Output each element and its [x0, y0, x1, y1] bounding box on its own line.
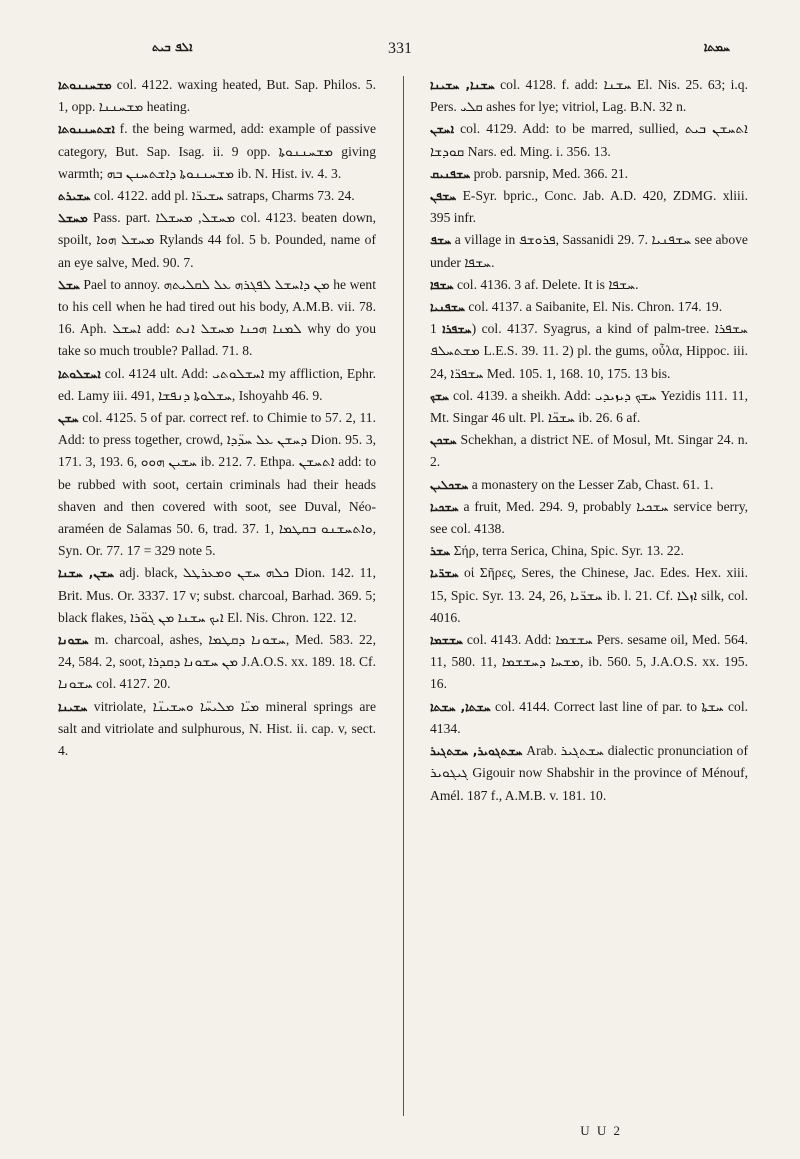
entry-text: Arab. ܚܫܬܓܝܪ dialectic pronunciation of ܓܝܓܘܝܪ Gigouir now Shabshir in the province of Ménouf, Amél. 187 f., A.M.B. v. 181. 10. — [430, 743, 748, 803]
entry-headword: ܚܫܦܪܐ — [442, 322, 472, 337]
entry-headword: ܐܚܫܠܘܬܐ — [58, 366, 101, 381]
dictionary-entry — [430, 185, 748, 229]
entry-headword: ܚܫܦܢܝܐ — [430, 300, 465, 315]
entry-headword: ܚܫܦܢܝܩ — [430, 166, 471, 181]
entry-headword: ܚܫܬܐ, ܚܫܬܐ — [430, 699, 491, 714]
dictionary-entry — [58, 562, 376, 629]
right-column — [430, 74, 748, 807]
entry-headword: ܚܫܦ — [430, 233, 452, 248]
dictionary-entry — [58, 118, 376, 185]
entry-text: E-Syr. bpric., Conc. Jab. A.D. 420, ZDMG. xliii. 395 infr. — [430, 188, 748, 226]
entry-text: col. 4136. 3 af. Delete. It is ܚܫܦܐ. — [453, 276, 639, 292]
dictionary-entry — [430, 474, 748, 496]
entry-headword: ܐܫܬܚܢܢܘܬܐ — [58, 122, 115, 137]
entry-text: a monastery on the Lesser Zab, Chast. 61. 1. — [468, 476, 714, 492]
entry-headword: ܚܫܘܢܐ — [58, 633, 89, 648]
dictionary-entry — [430, 496, 748, 540]
entry-text: Pael to annoy. ܡܢ ܕܐܚܫܠ ܠܦܓܪܗ ܥܠ ܠܩܠܝܬܗ he went to his cell when he had tired out his body, A.M.B. vii. 78. 16. Aph. ܐܚܫܠ add: ܠܡܢܐ ܗܟܢܐ ܡܚܫܠ ܐܢܬ why do you take so much trouble? Pallad. 71. 8. — [58, 276, 377, 359]
entry-headword: ܚܫܫܡܐ — [430, 633, 464, 648]
entry-text: col. 4144. Correct last line of par. to ܚܫܬܐ col. 4134. — [430, 698, 748, 736]
entry-text: col. 4124 ult. Add: ܐܚܫܠܘܬܝ my affliction, Ephr. ed. Lamy iii. 491, ܚܫܠܘܬܐ ܕܢܦܫܐ, Ishoyahb 46. 9. — [58, 365, 376, 403]
dictionary-entry — [58, 407, 376, 562]
signature-mark: U U 2 — [580, 1123, 622, 1138]
entry-headword: ܚܫܟܝܐ — [430, 499, 459, 514]
entry-text: col. 4137. a Saibanite, El. Nis. Chron. 174. 19. — [464, 299, 723, 315]
dictionary-entry — [58, 629, 376, 696]
entry-text: 1) col. 4137. Syagrus, a kind of palm-tree. ܚܫܦܪܐ ܡܫܬܚܠܦ L.E.S. 39. 11. 2) pl. the gums, οὖλα, Hippoc. iii. 24, ܚܫܦܪ̈ܐ Med. 105. 1, 168. 10, 175. 13 bis. — [430, 321, 748, 381]
dictionary-entry — [58, 274, 376, 363]
running-head-right: ܚܡܬܐ — [703, 40, 730, 54]
entry-headword: ܚܫܟܢ — [430, 433, 457, 448]
entry-text: prob. parsnip, Med. 366. 21. — [470, 165, 629, 181]
entry-text: vitriolate, ܡܝ̈ܐ ܡܠܝܚ̈ܐ ܘܚܫܝܢ̈ܐ mineral springs are salt and vitriolate and sulphurous, N. Hist. ii. cap. v, sect. 4. — [58, 698, 376, 759]
entry-text: m. charcoal, ashes, ܚܫܘܢܐ ܕܩܛܡܐ, Med. 583. 22, 24, 584. 2, soot, ܡܢ ܚܫܘܢܐ ܕܩܕܪܐ J.A.O.S. xx. 189. 18. Cf. ܚܫܘܢܐ col. 4127. 20. — [58, 632, 376, 692]
entry-headword: ܐܚܫܢ — [430, 122, 455, 137]
dictionary-entry — [430, 385, 748, 429]
entry-text: Schekhan, a district NE. of Mosul, Mt. Singar 24. n. 2. — [430, 432, 748, 470]
dictionary-entry — [58, 207, 376, 274]
dictionary-entry — [430, 163, 748, 185]
entry-headword: ܚܫܝܢܐ — [58, 699, 88, 714]
entry-text: col. 4128. f. add: ܚܫܢܐ El. Nis. 25. 63; i.q. Pers. ܩܠܝ ashes for lye; vitriol, Lag. B.N. 32 n. — [430, 77, 748, 115]
entry-headword: ܡܫܚܢܢܘܬܐ — [58, 78, 112, 92]
dictionary-entry — [430, 429, 748, 473]
dictionary-entry — [58, 185, 376, 207]
entry-text: col. 4143. Add: ܚܫܫܡܐ Pers. sesame oil, Med. 564. 11, 580. 11, ܡܫܚܐ ܕܚܫܫܡܐ, ib. 560. 5, J.A.O.S. xx. 195. 16. — [430, 632, 748, 692]
dictionary-entry — [430, 296, 748, 318]
entry-headword: ܚܫܦܢ — [430, 189, 457, 204]
entry-text: a village in ܦܪܘܫܦ, Sassanidi 29. 7. ܚܫܦܢܝܐ see above under ܚܫܦܐ. — [430, 232, 748, 270]
entry-text: a fruit, Med. 294. 9, probably ܚܫܟܝܐ service berry, see col. 4138. — [430, 498, 749, 537]
left-column — [58, 74, 376, 762]
running-head-left: ܐܠܦ ܒܝܬ — [152, 40, 193, 54]
page-number: 331 — [388, 40, 412, 57]
dictionary-entry — [430, 562, 748, 629]
entry-headword: ܚܫܝܪܬ — [58, 189, 91, 204]
entry-text: col. 4125. 5 of par. correct ref. to Chimie to 57. 2, 11. Add: to press together, crowd, ܕܚܫܢ ܥܠ ܚܕ̈ܕܐ Dion. 95. 3, 171. 3, 193. 6, ܚܫܝܢ ܗܘܘ ib. 212. 7. Ethpa. ܐܬܚܫܢ add: to be rubbed with soot, certain criminals had their heads shaven and then covered with soot, see Duval, Néo-araméen de Salamas 50. 6, trad. 37. 1, ܘܐܬܚܫܢܘ ܒܩܛܡܐ, Syn. Or. 77. 17 = 329 note 5. — [58, 410, 377, 559]
entry-text: οἱ Σῆρες, Seres, the Chinese, Jac. Edes. Hex. xiii. 15, Spic. Syr. 13. 24, 26, ܚܫܪ̈ܝܐ ib. l. 21. Cf. ܐܙܠܐ silk, col. 4016. — [430, 565, 749, 625]
dictionary-entry — [58, 74, 376, 118]
entry-headword: ܚܫܟ — [430, 388, 450, 403]
dictionary-entry — [430, 740, 748, 807]
entry-headword: ܚܫܢ — [58, 411, 79, 426]
entry-headword: ܚܫܪ — [430, 544, 451, 559]
entry-text: f. the being warmed, add: example of passive category, But. Sap. Isag. ii. 9 opp. ܡܫܚܢܢܘܬܐ giving warmth; ܡܫܚܢܢܘܬܐ ܕܐܫܬܚܢܢ ܒܗ ib. N. Hist. iv. 4. 3. — [58, 121, 377, 181]
dictionary-entry — [430, 629, 748, 696]
dictionary-entry — [430, 274, 748, 296]
entry-text: Pass. part. ܡܚܫܠ, ܡܚܫܠܐ col. 4123. beaten down, spoilt, ܡܚܫܠ ܗܘܐ Rylands 44 fol. 5 b. Pounded, name of an eye salve, Med. 90. 7. — [58, 210, 376, 270]
column-divider — [403, 76, 404, 1116]
page-header — [70, 40, 730, 68]
entry-text: adj. black, ܟܠܗ ܚܫܢ ܘܡܥܪܛܠ Dion. 142. 11, Brit. Mus. Or. 3337. 17 v; subst. charcoal, Barhad. 369. 5; black flakes, ܐܝܟ ܚܫܢܐ ܡܢ ܓܘ̈ܪܐ El. Nis. Chron. 122. 12. — [58, 565, 377, 625]
dictionary-entry — [58, 363, 376, 407]
dictionary-entry — [430, 118, 748, 162]
entry-headword: ܚܫܢܐ, ܚܫܝܢܐ — [430, 78, 495, 92]
entry-text: col. 4129. Add: to be marred, sullied, ܐܬܚܫܢ ܒܝܬ ܩܘܕܫܐ Nars. ed. Ming. i. 356. 13. — [430, 121, 748, 159]
entry-headword: ܚܫܟܠܝܢ — [430, 477, 469, 492]
entry-text: col. 4122. add pl. ܚܫܝܪ̈ܐ satraps, Charms 73. 24. — [90, 188, 355, 204]
entry-headword: ܡܚܫܠ — [58, 211, 88, 226]
entry-headword: ܚܫܪ̈ܝܐ — [430, 566, 459, 581]
dictionary-entry — [430, 540, 748, 562]
entry-text: Σήρ, terra Serica, China, Spic. Syr. 13. 22. — [450, 543, 684, 559]
dictionary-entry — [58, 696, 376, 763]
entry-headword: ܚܫܠ — [58, 277, 80, 292]
dictionary-entry — [430, 696, 748, 740]
dictionary-entry — [430, 229, 748, 273]
entry-headword: ܚܫܢ, ܚܫܢܐ — [58, 566, 115, 581]
entry-headword: ܚܫܬܓܘܝܪ, ܚܫܬܓܝܪ — [430, 744, 523, 759]
dictionary-entry — [430, 318, 748, 385]
entry-text: col. 4139. a sheikh. Add: ܚܫܟ ܕܝܙܝܕܝ Yezidis 111. 11, Mt. Singar 46 ult. Pl. ܚܫܟ̈ܐ ib. 26. 6 af. — [430, 387, 748, 426]
entry-text: col. 4122. waxing heated, But. Sap. Philos. 5. 1, opp. ܡܫܚܢܢܐ heating. — [58, 77, 376, 115]
entry-headword: ܚܫܦܐ — [430, 277, 454, 292]
dictionary-entry — [430, 74, 748, 118]
